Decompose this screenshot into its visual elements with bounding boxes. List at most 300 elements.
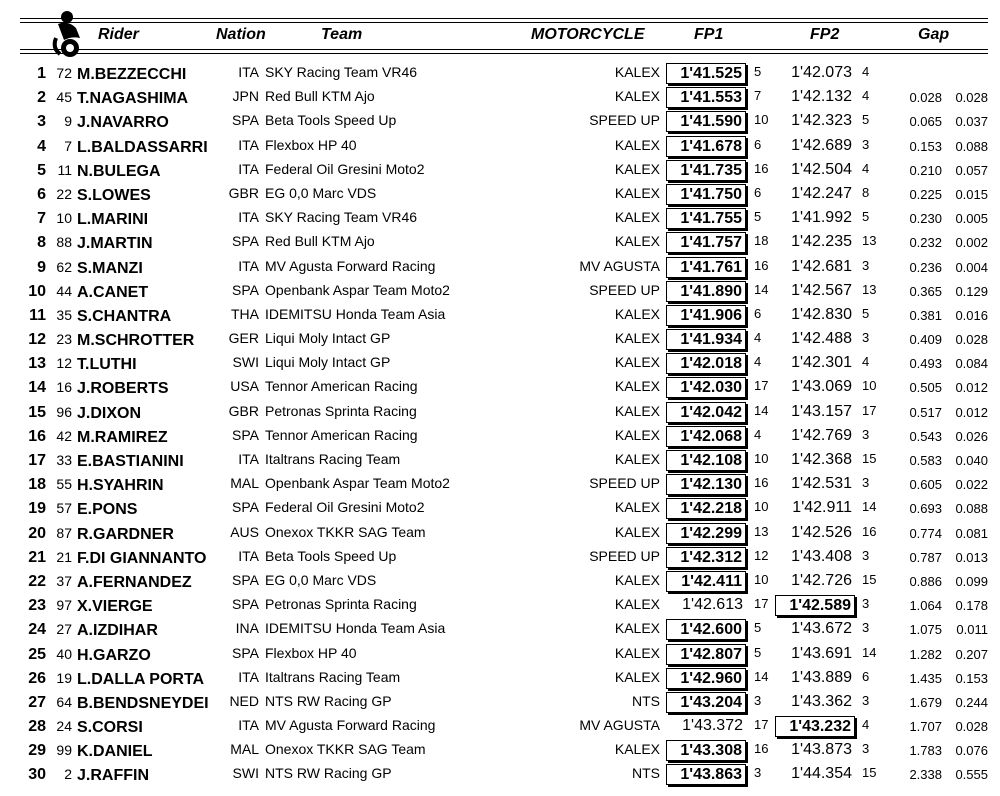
rider-number: 35 bbox=[56, 306, 72, 323]
rider-number: 96 bbox=[56, 403, 72, 420]
header-fp1: FP1 bbox=[694, 26, 724, 43]
gap-to-leader: 0.153 bbox=[909, 138, 942, 154]
rider-position: 21 bbox=[28, 548, 46, 566]
fp2-lap-count: 15 bbox=[862, 765, 877, 781]
fp1-time: 1'43.863 bbox=[666, 764, 746, 785]
fp1-time: 1'41.750 bbox=[666, 184, 746, 205]
rider-position: 2 bbox=[37, 89, 46, 107]
fp1-lap-count: 6 bbox=[754, 184, 762, 200]
rider-number: 64 bbox=[56, 693, 72, 710]
team-name: Onexox TKKR SAG Team bbox=[265, 741, 426, 758]
fp1-time: 1'42.299 bbox=[666, 523, 746, 544]
fp1-time: 1'41.553 bbox=[666, 87, 746, 108]
rider-position: 27 bbox=[28, 693, 46, 711]
team-name: Italtrans Racing Team bbox=[265, 668, 401, 685]
fp1-lap-count: 4 bbox=[754, 426, 762, 442]
rider-name: M.BEZZECCHI bbox=[77, 66, 187, 83]
gap-to-leader: 0.886 bbox=[909, 573, 942, 589]
rider-position: 1 bbox=[37, 65, 46, 82]
gap-to-leader: 0.774 bbox=[909, 525, 942, 541]
header-nation: Nation bbox=[216, 26, 266, 43]
fp1-time: 1'42.030 bbox=[666, 377, 746, 398]
rider-nation: GBR bbox=[228, 402, 259, 419]
rider-number: 87 bbox=[56, 524, 72, 541]
rider-number: 72 bbox=[56, 65, 72, 81]
fp2-time: 1'42.073 bbox=[791, 64, 852, 81]
rider-name: J.MARTIN bbox=[77, 235, 153, 253]
team-name: Beta Tools Speed Up bbox=[265, 547, 397, 564]
rider-number: 57 bbox=[56, 500, 72, 517]
gap-to-previous: 0.088 bbox=[955, 501, 988, 517]
fp2-time: 1'42.301 bbox=[791, 354, 852, 372]
rider-name: T.NAGASHIMA bbox=[77, 90, 189, 108]
fp1-lap-count: 12 bbox=[754, 547, 769, 563]
team-name: MV Agusta Forward Racing bbox=[265, 717, 436, 734]
fp2-lap-count: 5 bbox=[862, 209, 870, 225]
motorcycle-make: MV AGUSTA bbox=[579, 257, 660, 274]
rider-number: 44 bbox=[56, 282, 72, 299]
rider-name: S.LOWES bbox=[77, 186, 151, 204]
fp1-time: 1'42.130 bbox=[666, 474, 746, 495]
rider-name: A.CANET bbox=[77, 283, 149, 301]
fp2-lap-count: 15 bbox=[862, 451, 877, 466]
fp2-lap-count: 10 bbox=[862, 378, 877, 394]
gap-to-leader: 0.230 bbox=[909, 211, 942, 227]
team-name: SKY Racing Team VR46 bbox=[265, 64, 418, 80]
fp1-time: 1'41.761 bbox=[666, 257, 746, 278]
rider-number: 55 bbox=[56, 476, 72, 493]
table-row bbox=[0, 496, 1000, 520]
gap-to-leader: 1.282 bbox=[909, 646, 942, 662]
team-name: Liqui Moly Intact GP bbox=[265, 354, 391, 371]
motorcycle-make: KALEX bbox=[614, 620, 660, 637]
fp1-time: 1'41.590 bbox=[666, 111, 746, 132]
motorcycle-make: KALEX bbox=[614, 330, 660, 347]
rider-number: 7 bbox=[64, 137, 72, 154]
rider-number: 10 bbox=[56, 210, 72, 227]
motorcycle-rider-icon bbox=[50, 10, 94, 58]
fp2-time: 1'42.681 bbox=[791, 257, 852, 275]
gap-to-previous: 0.555 bbox=[955, 767, 988, 783]
rider-nation: SPA bbox=[232, 281, 259, 298]
rider-name: K.DANIEL bbox=[77, 743, 153, 761]
rider-position: 18 bbox=[28, 476, 46, 494]
gap-to-leader: 0.210 bbox=[909, 162, 942, 178]
rider-nation: SPA bbox=[232, 571, 259, 588]
fp1-lap-count: 17 bbox=[754, 378, 769, 394]
rider-nation: GER bbox=[228, 330, 259, 347]
fp2-time: 1'42.567 bbox=[791, 281, 852, 299]
team-name: Red Bull KTM Ajo bbox=[265, 88, 375, 105]
table-row bbox=[0, 61, 1000, 85]
fp2-time: 1'43.672 bbox=[791, 620, 852, 638]
fp1-time: 1'41.934 bbox=[666, 329, 746, 350]
results-table bbox=[0, 61, 1000, 787]
rider-number: 42 bbox=[56, 427, 72, 444]
gap-to-leader: 1.707 bbox=[909, 719, 942, 735]
motorcycle-make: SPEED UP bbox=[589, 475, 660, 492]
fp1-lap-count: 10 bbox=[754, 499, 769, 515]
team-name: Openbank Aspar Team Moto2 bbox=[265, 281, 450, 298]
rider-nation: NED bbox=[229, 692, 259, 709]
rider-name: L.MARINI bbox=[77, 211, 149, 229]
motorcycle-make: KALEX bbox=[614, 184, 660, 201]
table-row bbox=[0, 690, 1000, 714]
motorcycle-make: KALEX bbox=[614, 88, 660, 105]
team-name: Petronas Sprinta Racing bbox=[265, 402, 417, 419]
fp2-time: 1'43.232 bbox=[775, 716, 855, 737]
rider-position: 15 bbox=[28, 403, 46, 421]
fp1-lap-count: 5 bbox=[754, 644, 762, 660]
fp1-lap-count: 5 bbox=[754, 64, 762, 79]
fp1-time: 1'42.613 bbox=[682, 596, 743, 614]
fp1-lap-count: 5 bbox=[754, 209, 762, 225]
fp2-lap-count: 16 bbox=[862, 523, 877, 539]
fp1-lap-count: 13 bbox=[754, 523, 769, 539]
rider-nation: MAL bbox=[230, 741, 259, 758]
motorcycle-make: KALEX bbox=[614, 64, 660, 80]
rider-position: 9 bbox=[37, 258, 46, 276]
table-row bbox=[0, 569, 1000, 593]
rider-nation: AUS bbox=[230, 523, 259, 540]
gap-to-leader: 0.409 bbox=[909, 332, 942, 348]
fp2-time: 1'42.689 bbox=[791, 136, 852, 154]
rider-name: N.BULEGA bbox=[77, 162, 161, 180]
table-row bbox=[0, 738, 1000, 762]
team-name: EG 0,0 Marc VDS bbox=[265, 571, 377, 588]
fp2-lap-count: 15 bbox=[862, 571, 877, 587]
fp2-time: 1'43.889 bbox=[791, 668, 852, 686]
rider-nation: SPA bbox=[232, 644, 259, 661]
gap-to-previous: 0.022 bbox=[955, 477, 988, 493]
rider-position: 24 bbox=[28, 621, 46, 639]
fp2-lap-count: 4 bbox=[862, 354, 870, 370]
table-row bbox=[0, 666, 1000, 690]
fp2-lap-count: 14 bbox=[862, 499, 877, 515]
fp1-time: 1'42.068 bbox=[666, 426, 746, 447]
header-team: Team bbox=[321, 26, 363, 43]
fp2-time: 1'43.691 bbox=[791, 644, 852, 662]
gap-to-previous: 0.088 bbox=[955, 138, 988, 154]
motorcycle-make: KALEX bbox=[614, 233, 660, 250]
fp1-time: 1'43.308 bbox=[666, 740, 746, 761]
rider-number: 16 bbox=[56, 379, 72, 396]
fp2-lap-count: 3 bbox=[862, 426, 870, 442]
rider-position: 10 bbox=[28, 282, 46, 300]
motorcycle-make: KALEX bbox=[614, 499, 660, 516]
gap-to-previous: 0.178 bbox=[955, 598, 988, 614]
rider-position: 8 bbox=[37, 234, 46, 252]
team-name: Beta Tools Speed Up bbox=[265, 112, 397, 129]
rider-nation: THA bbox=[231, 305, 259, 322]
fp1-time: 1'41.757 bbox=[666, 232, 746, 253]
motorcycle-make: SPEED UP bbox=[589, 547, 660, 564]
gap-to-leader: 0.365 bbox=[909, 283, 942, 299]
gap-to-previous: 0.016 bbox=[955, 307, 988, 323]
gap-to-leader: 1.679 bbox=[909, 694, 942, 710]
team-name: Petronas Sprinta Racing bbox=[265, 596, 417, 613]
gap-to-leader: 2.338 bbox=[909, 767, 942, 783]
fp1-lap-count: 16 bbox=[754, 257, 769, 273]
team-name: Flexbox HP 40 bbox=[265, 644, 357, 661]
rider-nation: ITA bbox=[238, 160, 259, 177]
rider-name: H.GARZO bbox=[77, 646, 151, 664]
gap-to-leader: 0.505 bbox=[909, 380, 942, 396]
fp1-lap-count: 18 bbox=[754, 233, 769, 249]
team-name: Flexbox HP 40 bbox=[265, 136, 357, 153]
rider-position: 28 bbox=[28, 718, 46, 736]
rider-nation: ITA bbox=[238, 136, 259, 153]
fp1-lap-count: 16 bbox=[754, 160, 769, 176]
header-motorcycle: MOTORCYCLE bbox=[531, 26, 645, 43]
rider-name: J.ROBERTS bbox=[77, 380, 169, 398]
fp1-lap-count: 16 bbox=[754, 741, 769, 757]
rider-number: 88 bbox=[56, 234, 72, 251]
rider-nation: SPA bbox=[232, 596, 259, 613]
rider-position: 3 bbox=[37, 113, 46, 131]
fp2-lap-count: 4 bbox=[862, 64, 870, 79]
rider-nation: SPA bbox=[232, 233, 259, 250]
motorcycle-make: NTS bbox=[632, 765, 660, 782]
rider-position: 7 bbox=[37, 210, 46, 228]
rider-position: 12 bbox=[28, 331, 46, 349]
rider-number: 2 bbox=[64, 766, 72, 783]
gap-to-previous: 0.081 bbox=[955, 525, 988, 541]
rider-nation: JPN bbox=[232, 88, 259, 105]
fp1-time: 1'42.312 bbox=[666, 547, 746, 568]
rider-nation: MAL bbox=[230, 475, 259, 492]
table-row bbox=[0, 158, 1000, 182]
gap-to-previous: 0.129 bbox=[955, 283, 988, 299]
rider-number: 21 bbox=[56, 548, 72, 565]
table-row bbox=[0, 134, 1000, 158]
fp2-lap-count: 3 bbox=[862, 596, 870, 612]
fp2-lap-count: 4 bbox=[862, 717, 870, 733]
fp2-lap-count: 14 bbox=[862, 644, 877, 660]
rider-number: 97 bbox=[56, 597, 72, 614]
rider-nation: SPA bbox=[232, 426, 259, 443]
table-row bbox=[0, 182, 1000, 206]
table-row bbox=[0, 448, 1000, 472]
rider-name: H.SYAHRIN bbox=[77, 477, 164, 495]
rider-position: 26 bbox=[28, 669, 46, 687]
fp2-lap-count: 17 bbox=[862, 402, 877, 418]
rider-name: J.DIXON bbox=[77, 404, 142, 422]
fp2-time: 1'42.531 bbox=[791, 475, 852, 493]
rider-nation: ITA bbox=[238, 451, 259, 467]
fp1-time: 1'41.735 bbox=[666, 160, 746, 181]
rider-position: 16 bbox=[28, 427, 46, 445]
motorcycle-make: KALEX bbox=[614, 523, 660, 540]
fp2-time: 1'42.488 bbox=[791, 330, 852, 348]
rider-name: L.BALDASSARRI bbox=[77, 138, 208, 156]
rider-position: 5 bbox=[37, 161, 46, 179]
gap-to-leader: 0.583 bbox=[909, 453, 942, 468]
motorcycle-make: KALEX bbox=[614, 209, 660, 226]
team-name: Italtrans Racing Team bbox=[265, 451, 401, 467]
rider-number: 99 bbox=[56, 742, 72, 759]
fp1-time: 1'42.018 bbox=[666, 353, 746, 374]
gap-to-leader: 0.232 bbox=[909, 235, 942, 251]
rider-position: 30 bbox=[28, 766, 46, 784]
rider-name: E.BASTIANINI bbox=[77, 453, 184, 470]
rider-name: S.CORSI bbox=[77, 719, 143, 737]
table-row bbox=[0, 85, 1000, 109]
gap-to-previous: 0.084 bbox=[955, 356, 988, 372]
rider-name: E.PONS bbox=[77, 501, 138, 519]
gap-to-previous: 0.244 bbox=[955, 694, 988, 710]
rider-number: 37 bbox=[56, 572, 72, 589]
rider-name: M.RAMIREZ bbox=[77, 428, 168, 446]
table-row bbox=[0, 109, 1000, 133]
fp2-lap-count: 5 bbox=[862, 305, 870, 321]
fp2-lap-count: 4 bbox=[862, 160, 870, 176]
fp2-lap-count: 6 bbox=[862, 668, 870, 684]
rider-number: 23 bbox=[56, 331, 72, 348]
fp2-time: 1'43.362 bbox=[791, 692, 852, 710]
fp1-time: 1'42.600 bbox=[666, 619, 746, 640]
fp2-time: 1'42.726 bbox=[791, 571, 852, 589]
rider-position: 22 bbox=[28, 572, 46, 590]
rider-number: 40 bbox=[56, 645, 72, 662]
gap-to-previous: 0.015 bbox=[955, 186, 988, 202]
rider-nation: ITA bbox=[238, 209, 259, 226]
motorcycle-make: KALEX bbox=[614, 571, 660, 588]
fp1-time: 1'42.218 bbox=[666, 498, 746, 519]
team-name: SKY Racing Team VR46 bbox=[265, 209, 418, 226]
gap-to-leader: 0.236 bbox=[909, 259, 942, 275]
rider-nation: SWI bbox=[232, 354, 259, 371]
fp1-lap-count: 16 bbox=[754, 475, 769, 491]
fp2-lap-count: 3 bbox=[862, 547, 870, 563]
gap-to-leader: 0.493 bbox=[909, 356, 942, 372]
fp1-time: 1'42.807 bbox=[666, 644, 746, 665]
table-row bbox=[0, 375, 1000, 399]
rider-position: 23 bbox=[28, 597, 46, 615]
gap-to-previous: 0.028 bbox=[955, 90, 988, 106]
gap-to-previous: 0.026 bbox=[955, 428, 988, 444]
fp1-lap-count: 6 bbox=[754, 136, 762, 152]
motorcycle-make: NTS bbox=[632, 692, 660, 709]
rider-name: R.GARDNER bbox=[77, 525, 174, 543]
rider-number: 27 bbox=[56, 621, 72, 638]
fp2-time: 1'41.992 bbox=[791, 209, 852, 227]
gap-to-leader: 1.064 bbox=[909, 598, 942, 614]
gap-to-previous: 0.028 bbox=[955, 719, 988, 735]
fp2-lap-count: 3 bbox=[862, 620, 870, 636]
gap-to-previous: 0.057 bbox=[955, 162, 988, 178]
rider-nation: INA bbox=[235, 620, 259, 637]
rider-nation: ITA bbox=[238, 547, 259, 564]
table-row bbox=[0, 303, 1000, 327]
rider-position: 19 bbox=[28, 500, 46, 518]
fp2-time: 1'44.354 bbox=[791, 765, 852, 783]
team-name: Federal Oil Gresini Moto2 bbox=[265, 160, 425, 177]
header-rider: Rider bbox=[98, 26, 139, 43]
rider-number: 62 bbox=[56, 258, 72, 275]
fp2-lap-count: 13 bbox=[862, 233, 877, 249]
team-name: Onexox TKKR SAG Team bbox=[265, 523, 426, 540]
rider-position: 25 bbox=[28, 645, 46, 663]
rider-name: J.NAVARRO bbox=[77, 114, 169, 132]
fp1-lap-count: 10 bbox=[754, 451, 769, 466]
fp1-lap-count: 4 bbox=[754, 330, 762, 346]
gap-to-previous: 0.207 bbox=[955, 646, 988, 662]
header-bottom-rule-2 bbox=[20, 53, 988, 54]
rider-number: 22 bbox=[56, 185, 72, 202]
gap-to-previous: 0.099 bbox=[955, 573, 988, 589]
rider-number: 33 bbox=[56, 452, 72, 468]
fp2-time: 1'42.132 bbox=[791, 88, 852, 106]
fp1-time: 1'43.372 bbox=[682, 717, 743, 735]
gap-to-leader: 1.435 bbox=[909, 670, 942, 686]
fp2-lap-count: 3 bbox=[862, 692, 870, 708]
table-row bbox=[0, 521, 1000, 545]
table-row bbox=[0, 617, 1000, 641]
team-name: Federal Oil Gresini Moto2 bbox=[265, 499, 425, 516]
rider-name: T.LUTHI bbox=[77, 356, 137, 374]
fp2-lap-count: 13 bbox=[862, 281, 877, 297]
rider-number: 24 bbox=[56, 718, 72, 735]
rider-nation: SPA bbox=[232, 499, 259, 516]
gap-to-previous: 0.013 bbox=[955, 549, 988, 565]
rider-nation: GBR bbox=[228, 184, 259, 201]
fp1-lap-count: 14 bbox=[754, 402, 769, 418]
rider-position: 13 bbox=[28, 355, 46, 373]
rider-position: 14 bbox=[28, 379, 46, 397]
table-row bbox=[0, 255, 1000, 279]
motorcycle-make: KALEX bbox=[614, 426, 660, 443]
rider-number: 9 bbox=[64, 113, 72, 130]
rider-nation: USA bbox=[230, 378, 259, 395]
fp1-lap-count: 17 bbox=[754, 717, 769, 733]
table-row bbox=[0, 424, 1000, 448]
fp1-lap-count: 6 bbox=[754, 305, 762, 321]
fp2-lap-count: 3 bbox=[862, 330, 870, 346]
rider-nation: ITA bbox=[238, 668, 259, 685]
gap-to-leader: 1.783 bbox=[909, 743, 942, 759]
gap-to-previous: 0.040 bbox=[955, 453, 988, 468]
gap-to-previous: 0.153 bbox=[955, 670, 988, 686]
gap-to-leader: 0.787 bbox=[909, 549, 942, 565]
rider-name: J.RAFFIN bbox=[77, 767, 149, 785]
table-row bbox=[0, 327, 1000, 351]
fp1-lap-count: 14 bbox=[754, 281, 769, 297]
gap-to-leader: 0.065 bbox=[909, 114, 942, 130]
fp1-lap-count: 14 bbox=[754, 668, 769, 684]
fp2-time: 1'43.157 bbox=[791, 402, 852, 420]
table-row bbox=[0, 472, 1000, 496]
gap-to-leader: 0.381 bbox=[909, 307, 942, 323]
header-bottom-rule bbox=[20, 49, 988, 50]
gap-to-previous: 0.004 bbox=[955, 259, 988, 275]
fp1-time: 1'42.108 bbox=[666, 450, 746, 471]
rider-number: 45 bbox=[56, 89, 72, 106]
gap-to-previous: 0.076 bbox=[955, 743, 988, 759]
motorcycle-make: KALEX bbox=[614, 451, 660, 467]
gap-to-leader: 0.225 bbox=[909, 186, 942, 202]
gap-to-previous: 0.011 bbox=[956, 622, 988, 638]
rider-number: 11 bbox=[57, 161, 72, 178]
gap-to-leader: 0.028 bbox=[909, 90, 942, 106]
gap-to-previous: 0.012 bbox=[955, 380, 988, 396]
fp2-lap-count: 4 bbox=[862, 88, 870, 104]
fp1-time: 1'42.960 bbox=[666, 668, 746, 689]
fp2-time: 1'42.589 bbox=[775, 595, 855, 616]
team-name: NTS RW Racing GP bbox=[265, 765, 392, 782]
fp2-lap-count: 8 bbox=[862, 184, 870, 200]
fp1-time: 1'41.525 bbox=[666, 63, 746, 84]
